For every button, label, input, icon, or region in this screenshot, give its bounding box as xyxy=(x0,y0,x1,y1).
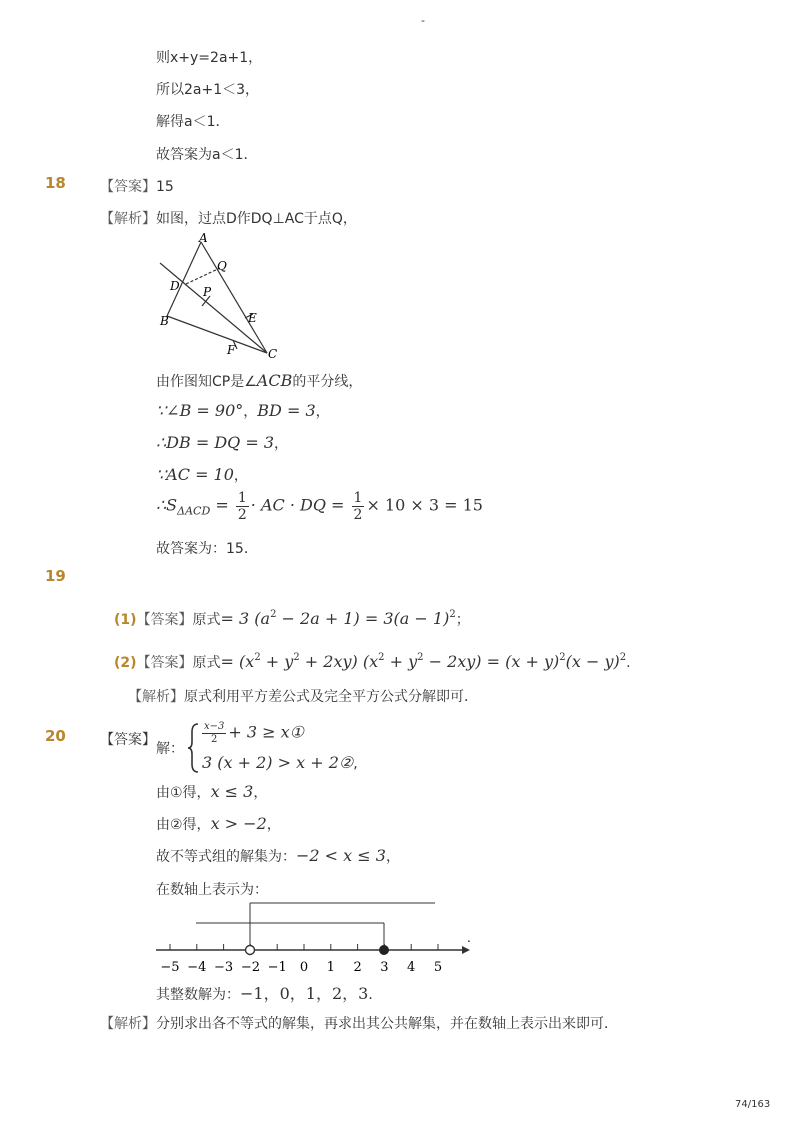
exponent: 2 xyxy=(417,652,424,663)
label-f: F xyxy=(227,343,236,357)
step-1-prefix: 由作图知CP是∠ xyxy=(156,374,257,390)
exponent: 2 xyxy=(270,609,277,620)
punctuation: ， xyxy=(253,785,268,801)
expr-seg: (x − y) xyxy=(565,652,620,671)
prev-line-2: 所以2a+1＜3， xyxy=(156,82,260,98)
q18-step-4 xyxy=(156,465,248,485)
part-1-expr-b: − 2a + 1) = 3(a − 1) xyxy=(276,609,450,628)
inequality-1: + 3 ≥ x① xyxy=(228,722,305,742)
q18-step-2 xyxy=(156,401,330,421)
q20-line-5 xyxy=(156,981,382,1004)
expr-seg: = (x xyxy=(220,652,255,671)
q19-part-1 xyxy=(114,609,470,629)
fraction-numerator: 1 xyxy=(237,490,247,506)
line-prefix: 故不等式组的解集为： xyxy=(156,849,296,865)
q18-analysis-line xyxy=(100,208,357,228)
question-number-18: 18 xyxy=(45,174,66,192)
exponent: 2 xyxy=(378,652,385,663)
axis-tick-label: 2 xyxy=(353,960,362,975)
part-1-prefix: 原式 xyxy=(192,612,221,628)
line-prefix: 由②得， xyxy=(156,817,211,833)
label-a: A xyxy=(199,231,208,245)
solution-1: x ≤ 3 xyxy=(210,782,254,801)
inequality-2: 3 (x + 2) > x + 2② xyxy=(202,753,354,772)
closed-point-3 xyxy=(380,946,389,955)
punctuation: , xyxy=(353,756,358,772)
db-dq-equation: ∴DB = DQ = 3 xyxy=(156,433,275,452)
q20-analysis xyxy=(100,1013,618,1033)
separator: ， xyxy=(243,404,258,420)
expr-seg: + 2xy) (x xyxy=(299,652,379,671)
page-number: 74/163 xyxy=(735,1099,771,1110)
fraction-half xyxy=(236,490,249,523)
expr-seg: − 2xy) = (x + y) xyxy=(423,652,560,671)
integer-solutions: −1，0，1，2，3 xyxy=(240,984,369,1003)
q20-solve-label: 解： xyxy=(156,741,184,757)
axis-tick-label: 4 xyxy=(407,960,416,975)
label-q: Q xyxy=(217,259,227,273)
punctuation: ， xyxy=(233,468,248,484)
geometry-figure xyxy=(150,230,290,365)
exponent: 2 xyxy=(293,652,300,663)
label-c: C xyxy=(268,347,278,361)
fraction-numerator: 1 xyxy=(353,490,363,506)
system-line-2 xyxy=(202,753,358,772)
q19-part-2 xyxy=(114,652,631,672)
punctuation: ， xyxy=(385,849,400,865)
q20-answer-tag: 【答案】 xyxy=(100,732,156,748)
solution-2: x > −2 xyxy=(210,814,267,833)
q18-step-3 xyxy=(156,433,288,453)
exponent: 2 xyxy=(619,652,627,663)
part-2-prefix: 原式 xyxy=(192,655,221,671)
equals: = xyxy=(210,495,234,515)
segment-dq xyxy=(186,268,220,284)
axis-tick-label: −5 xyxy=(160,960,180,975)
bisector-cp xyxy=(160,263,267,353)
ac-value: ∵AC = 10 xyxy=(156,465,234,484)
fraction-half-2 xyxy=(352,490,365,523)
expr-seg: + y xyxy=(260,652,294,671)
axis-tick-label: −4 xyxy=(187,960,207,975)
exponent: 2 xyxy=(254,652,261,663)
axis-tick-label: 1 xyxy=(326,960,335,975)
q18-answer: 15 xyxy=(156,179,174,195)
axis-arrow xyxy=(462,946,470,954)
line-prefix: 由①得， xyxy=(156,785,211,801)
punctuation: ． xyxy=(368,987,383,1003)
q18-conclusion: 故答案为：15． xyxy=(156,541,258,557)
analysis-tag: 【解析】 xyxy=(100,211,156,227)
q20-analysis-text: 分别求出各不等式的解集，再求出其公共解集，并在数轴上表示出来即可． xyxy=(156,1016,618,1032)
punctuation: ， xyxy=(315,404,330,420)
expr-seg: + y xyxy=(384,652,418,671)
axis-tick-label: 3 xyxy=(380,960,389,975)
q20-line-3 xyxy=(156,846,400,866)
system-line-1 xyxy=(200,721,304,746)
punctuation: ， xyxy=(266,817,281,833)
angle-b-value: ∵∠B = 90° xyxy=(156,401,244,420)
q19-analysis-text: 原式利用平方差公式及完全平方公式分解即可． xyxy=(184,689,478,705)
part-1-label: (1) xyxy=(114,612,137,628)
solution-set: −2 < x ≤ 3 xyxy=(296,846,386,865)
q18-step-1 xyxy=(156,371,362,391)
system-brace xyxy=(186,722,200,774)
axis-tick-label: 5 xyxy=(433,960,443,975)
punctuation: . xyxy=(626,655,631,671)
part-2-label: (2) xyxy=(114,655,137,671)
label-d: D xyxy=(170,279,180,293)
label-e: E xyxy=(248,311,257,325)
number-line xyxy=(150,898,480,980)
analysis-tag: 【解析】 xyxy=(128,689,184,705)
area-result: × 10 × 3 = 15 xyxy=(366,495,483,515)
answer-tag: 【答案】 xyxy=(136,655,193,671)
q18-analysis-intro: 如图，过点D作DQ⊥AC于点Q， xyxy=(156,211,357,227)
axis-dot: . xyxy=(467,931,471,945)
q20-line-4: 在数轴上表示为： xyxy=(156,882,268,898)
fraction-numerator: x−3 xyxy=(204,721,225,732)
area-middle: · AC · DQ = xyxy=(250,495,350,515)
question-number-19: 19 xyxy=(45,567,66,585)
line-prefix: 其整数解为： xyxy=(156,987,240,1003)
q18-answer-line xyxy=(100,176,174,196)
question-number-20: 20 xyxy=(45,727,66,745)
header-mark: - xyxy=(421,14,425,27)
fraction xyxy=(202,721,226,746)
q20-line-2 xyxy=(156,814,281,834)
prev-line-3: 解得a＜1． xyxy=(156,114,230,130)
q20-line-1 xyxy=(156,782,267,802)
q19-analysis xyxy=(128,686,478,706)
punctuation: ， xyxy=(274,436,289,452)
axis-tick-label: 0 xyxy=(299,960,309,975)
prev-line-1: 则x+y=2a+1， xyxy=(156,50,263,66)
fraction-denominator: 2 xyxy=(211,734,218,745)
label-p: P xyxy=(203,285,212,299)
axis-tick-label: −3 xyxy=(214,960,234,975)
answer-tag: 【答案】 xyxy=(100,179,156,195)
fraction-denominator: 2 xyxy=(237,507,247,523)
exponent: 2 xyxy=(449,609,456,620)
area-subscript: ΔACD xyxy=(177,504,211,518)
angle-acb: ACB xyxy=(256,371,293,390)
analysis-tag: 【解析】 xyxy=(100,1016,156,1032)
part-1-expr-a: = 3 (a xyxy=(220,609,271,628)
exponent: 2 xyxy=(559,652,566,663)
bd-value: BD = 3 xyxy=(257,401,316,420)
punctuation: ； xyxy=(455,612,470,628)
fraction-denominator: 2 xyxy=(353,507,363,523)
axis-tick-label: −1 xyxy=(267,960,287,975)
prev-line-4: 故答案为a＜1． xyxy=(156,147,258,163)
axis-tick-label: −2 xyxy=(240,960,260,975)
answer-tag: 【答案】 xyxy=(136,612,193,628)
open-point-minus-2 xyxy=(246,946,255,955)
q18-step-5 xyxy=(156,490,483,523)
label-b: B xyxy=(160,314,169,328)
step-1-suffix: 的平分线， xyxy=(292,374,363,390)
area-symbol: ∴S xyxy=(156,495,178,515)
